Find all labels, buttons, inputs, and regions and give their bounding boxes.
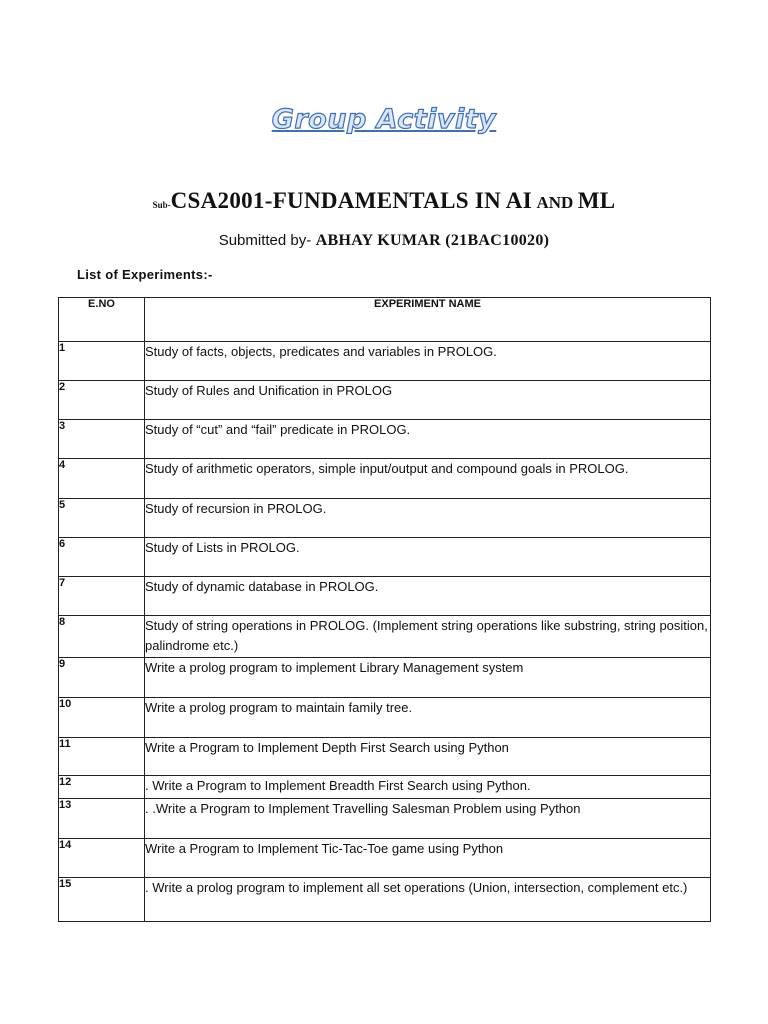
table-header-row [59, 298, 711, 342]
submitted-label: Submitted by- [218, 232, 312, 249]
column-header-eno: E.NO [59, 298, 145, 342]
table-row [59, 577, 711, 616]
experiment-name: Study of “cut” and “fail” predicate in PROLOG. [145, 420, 711, 459]
table-row [59, 459, 711, 499]
experiment-name: Write a prolog program to maintain family tree. [145, 698, 711, 738]
experiment-name: Write a Program to Implement Tic-Tac-Toe game using Python [145, 839, 711, 878]
experiment-name: . .Write a Program to Implement Travelling Salesman Problem using Python [145, 799, 711, 839]
experiment-number: 7 [59, 577, 145, 616]
experiment-number: 3 [59, 420, 145, 459]
list-heading: List of Experiments:- [77, 267, 213, 282]
subject-title: CSA2001-FUNDAMENTALS IN AI [170, 188, 532, 213]
experiment-number: 13 [59, 799, 145, 839]
experiment-number: 15 [59, 878, 145, 922]
experiment-number: 2 [59, 381, 145, 420]
experiment-name: . Write a prolog program to implement all set operations (Union, intersection, complement etc.) [145, 878, 711, 922]
table-row [59, 342, 711, 381]
table-row [59, 878, 711, 922]
experiment-name: Study of facts, objects, predicates and variables in PROLOG. [145, 342, 711, 381]
table-row [59, 799, 711, 839]
submitter-name: ABHAY KUMAR (21BAC10020) [315, 232, 550, 249]
experiment-number: 6 [59, 538, 145, 577]
experiment-name: Study of arithmetic operators, simple input/output and compound goals in PROLOG. [145, 459, 711, 499]
experiment-name: Write a Program to Implement Depth First Search using Python [145, 738, 711, 776]
subject-line [0, 188, 768, 214]
experiment-name: . Write a Program to Implement Breadth First Search using Python. [145, 776, 711, 799]
experiment-number: 9 [59, 658, 145, 698]
page-title: Group Activity [271, 104, 497, 135]
column-header-experiment-name: EXPERIMENT NAME [145, 298, 711, 342]
experiment-number: 10 [59, 698, 145, 738]
experiment-name: Study of dynamic database in PROLOG. [145, 577, 711, 616]
table-row [59, 658, 711, 698]
experiment-name: Study of string operations in PROLOG. (Implement string operations like substring, string position, palindrome etc.) [145, 616, 711, 658]
table-row [59, 538, 711, 577]
experiment-number: 11 [59, 738, 145, 776]
experiment-number: 4 [59, 459, 145, 499]
experiments-table [58, 297, 711, 922]
subject-prefix: Sub- [152, 200, 171, 210]
experiment-name: Write a prolog program to implement Library Management system [145, 658, 711, 698]
experiment-name: Study of recursion in PROLOG. [145, 499, 711, 538]
experiment-number: 8 [59, 616, 145, 658]
table-row [59, 499, 711, 538]
table-row [59, 776, 711, 799]
experiment-number: 1 [59, 342, 145, 381]
experiment-name: Study of Rules and Unification in PROLOG [145, 381, 711, 420]
table-row [59, 839, 711, 878]
experiment-number: 5 [59, 499, 145, 538]
subject-connector: AND [536, 193, 574, 212]
experiment-number: 14 [59, 839, 145, 878]
table-row [59, 698, 711, 738]
table-row [59, 616, 711, 658]
table-row [59, 420, 711, 459]
experiment-number: 12 [59, 776, 145, 799]
submitted-by-line [0, 232, 768, 250]
subject-suffix: ML [577, 188, 616, 213]
experiment-name: Study of Lists in PROLOG. [145, 538, 711, 577]
table-row [59, 738, 711, 776]
table-row [59, 381, 711, 420]
